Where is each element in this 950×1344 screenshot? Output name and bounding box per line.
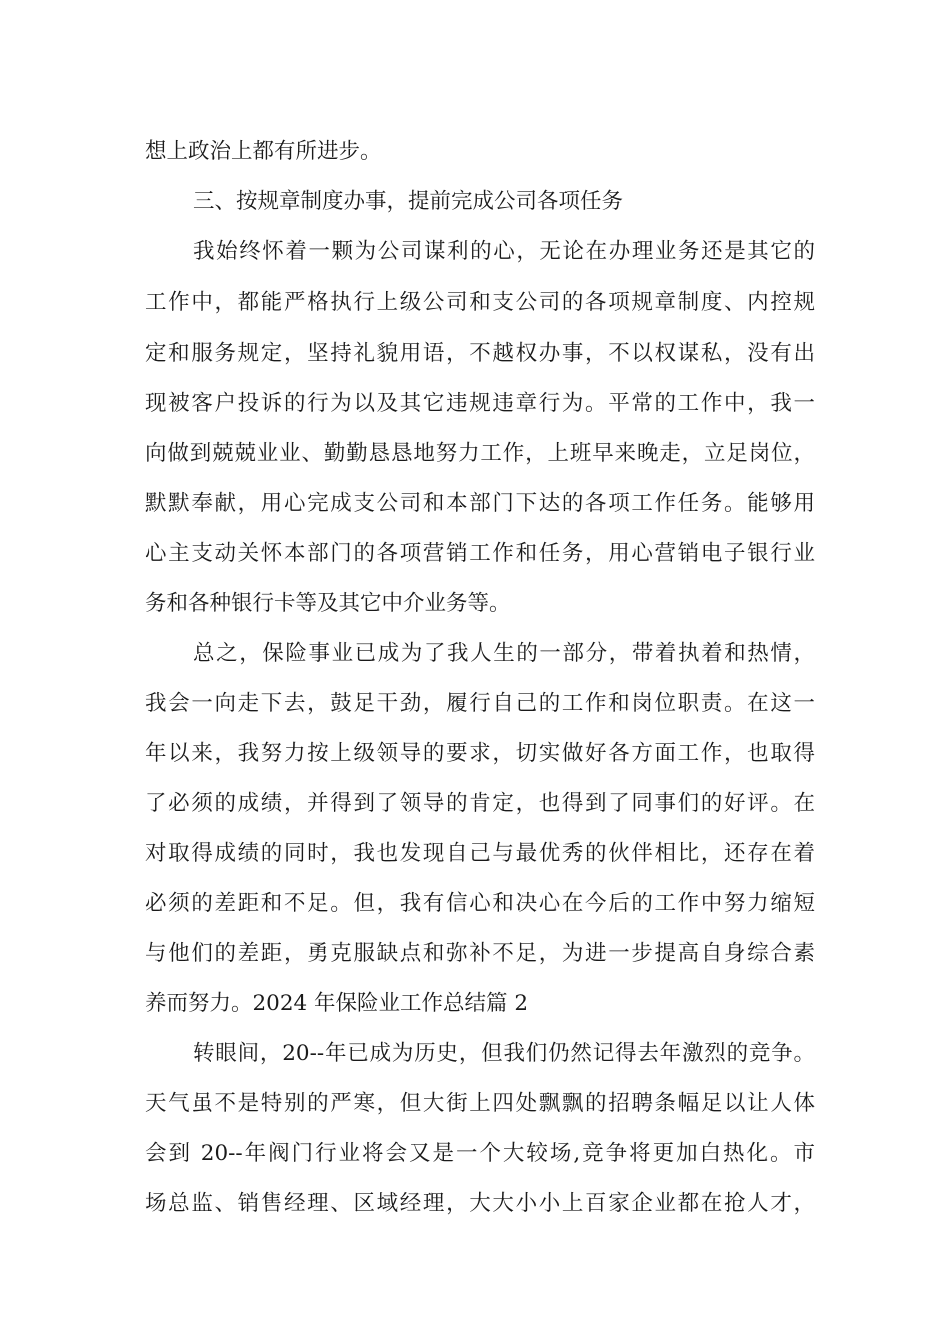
text-line: 心主支动关怀本部门的各项营销工作和任务，用心营销电子银行业: [145, 541, 815, 566]
text-line: 现被客户投诉的行为以及其它违规违章行为。平常的工作中，我一: [145, 391, 815, 416]
section-heading: 三、按规章制度办事，提前完成公司各项任务: [193, 189, 624, 214]
text-line: 必须的差距和不足。但，我有信心和决心在今后的工作中努力缩短: [145, 891, 815, 916]
text-line: 天气虽不是特别的严寒，但大街上四处飘飘的招聘条幅足以让人体: [145, 1091, 815, 1116]
text-line: 了必须的成绩，并得到了领导的肯定，也得到了同事们的好评。在: [145, 791, 815, 816]
text-line: 养而努力。2024 年保险业工作总结篇 2: [145, 991, 529, 1016]
text-line: 对取得成绩的同时，我也发现自己与最优秀的伙伴相比，还存在着: [145, 841, 815, 866]
text-line: 总之，保险事业已成为了我人生的一部分，带着执着和热情，: [193, 641, 815, 666]
text-line: 会到 20--年阀门行业将会又是一个大较场,竞争将更加白热化。市: [145, 1141, 815, 1166]
text-line: 我始终怀着一颗为公司谋利的心，无论在办理业务还是其它的: [193, 239, 815, 264]
text-line: 年以来，我努力按上级领导的要求，切实做好各方面工作，也取得: [145, 741, 815, 766]
text-line: 转眼间，20--年已成为历史，但我们仍然记得去年激烈的竞争。: [193, 1041, 815, 1066]
text-line: 定和服务规定，坚持礼貌用语，不越权办事，不以权谋私，没有出: [145, 341, 815, 366]
text-line: 默默奉献，用心完成支公司和本部门下达的各项工作任务。能够用: [145, 491, 815, 516]
text-line: 与他们的差距，勇克服缺点和弥补不足，为进一步提高自身综合素: [145, 941, 815, 966]
text-line: 场总监、销售经理、区域经理，大大小小上百家企业都在抢人才，: [145, 1191, 815, 1216]
text-line: 想上政治上都有所进步。: [145, 139, 382, 164]
text-line: 务和各种银行卡等及其它中介业务等。: [145, 591, 511, 616]
text-line: 向做到兢兢业业、勤勤恳恳地努力工作，上班早来晚走，立足岗位，: [145, 441, 815, 466]
text-line: 工作中，都能严格执行上级公司和支公司的各项规章制度、内控规: [145, 290, 815, 315]
text-line: 我会一向走下去，鼓足干劲，履行自己的工作和岗位职责。在这一: [145, 691, 815, 716]
